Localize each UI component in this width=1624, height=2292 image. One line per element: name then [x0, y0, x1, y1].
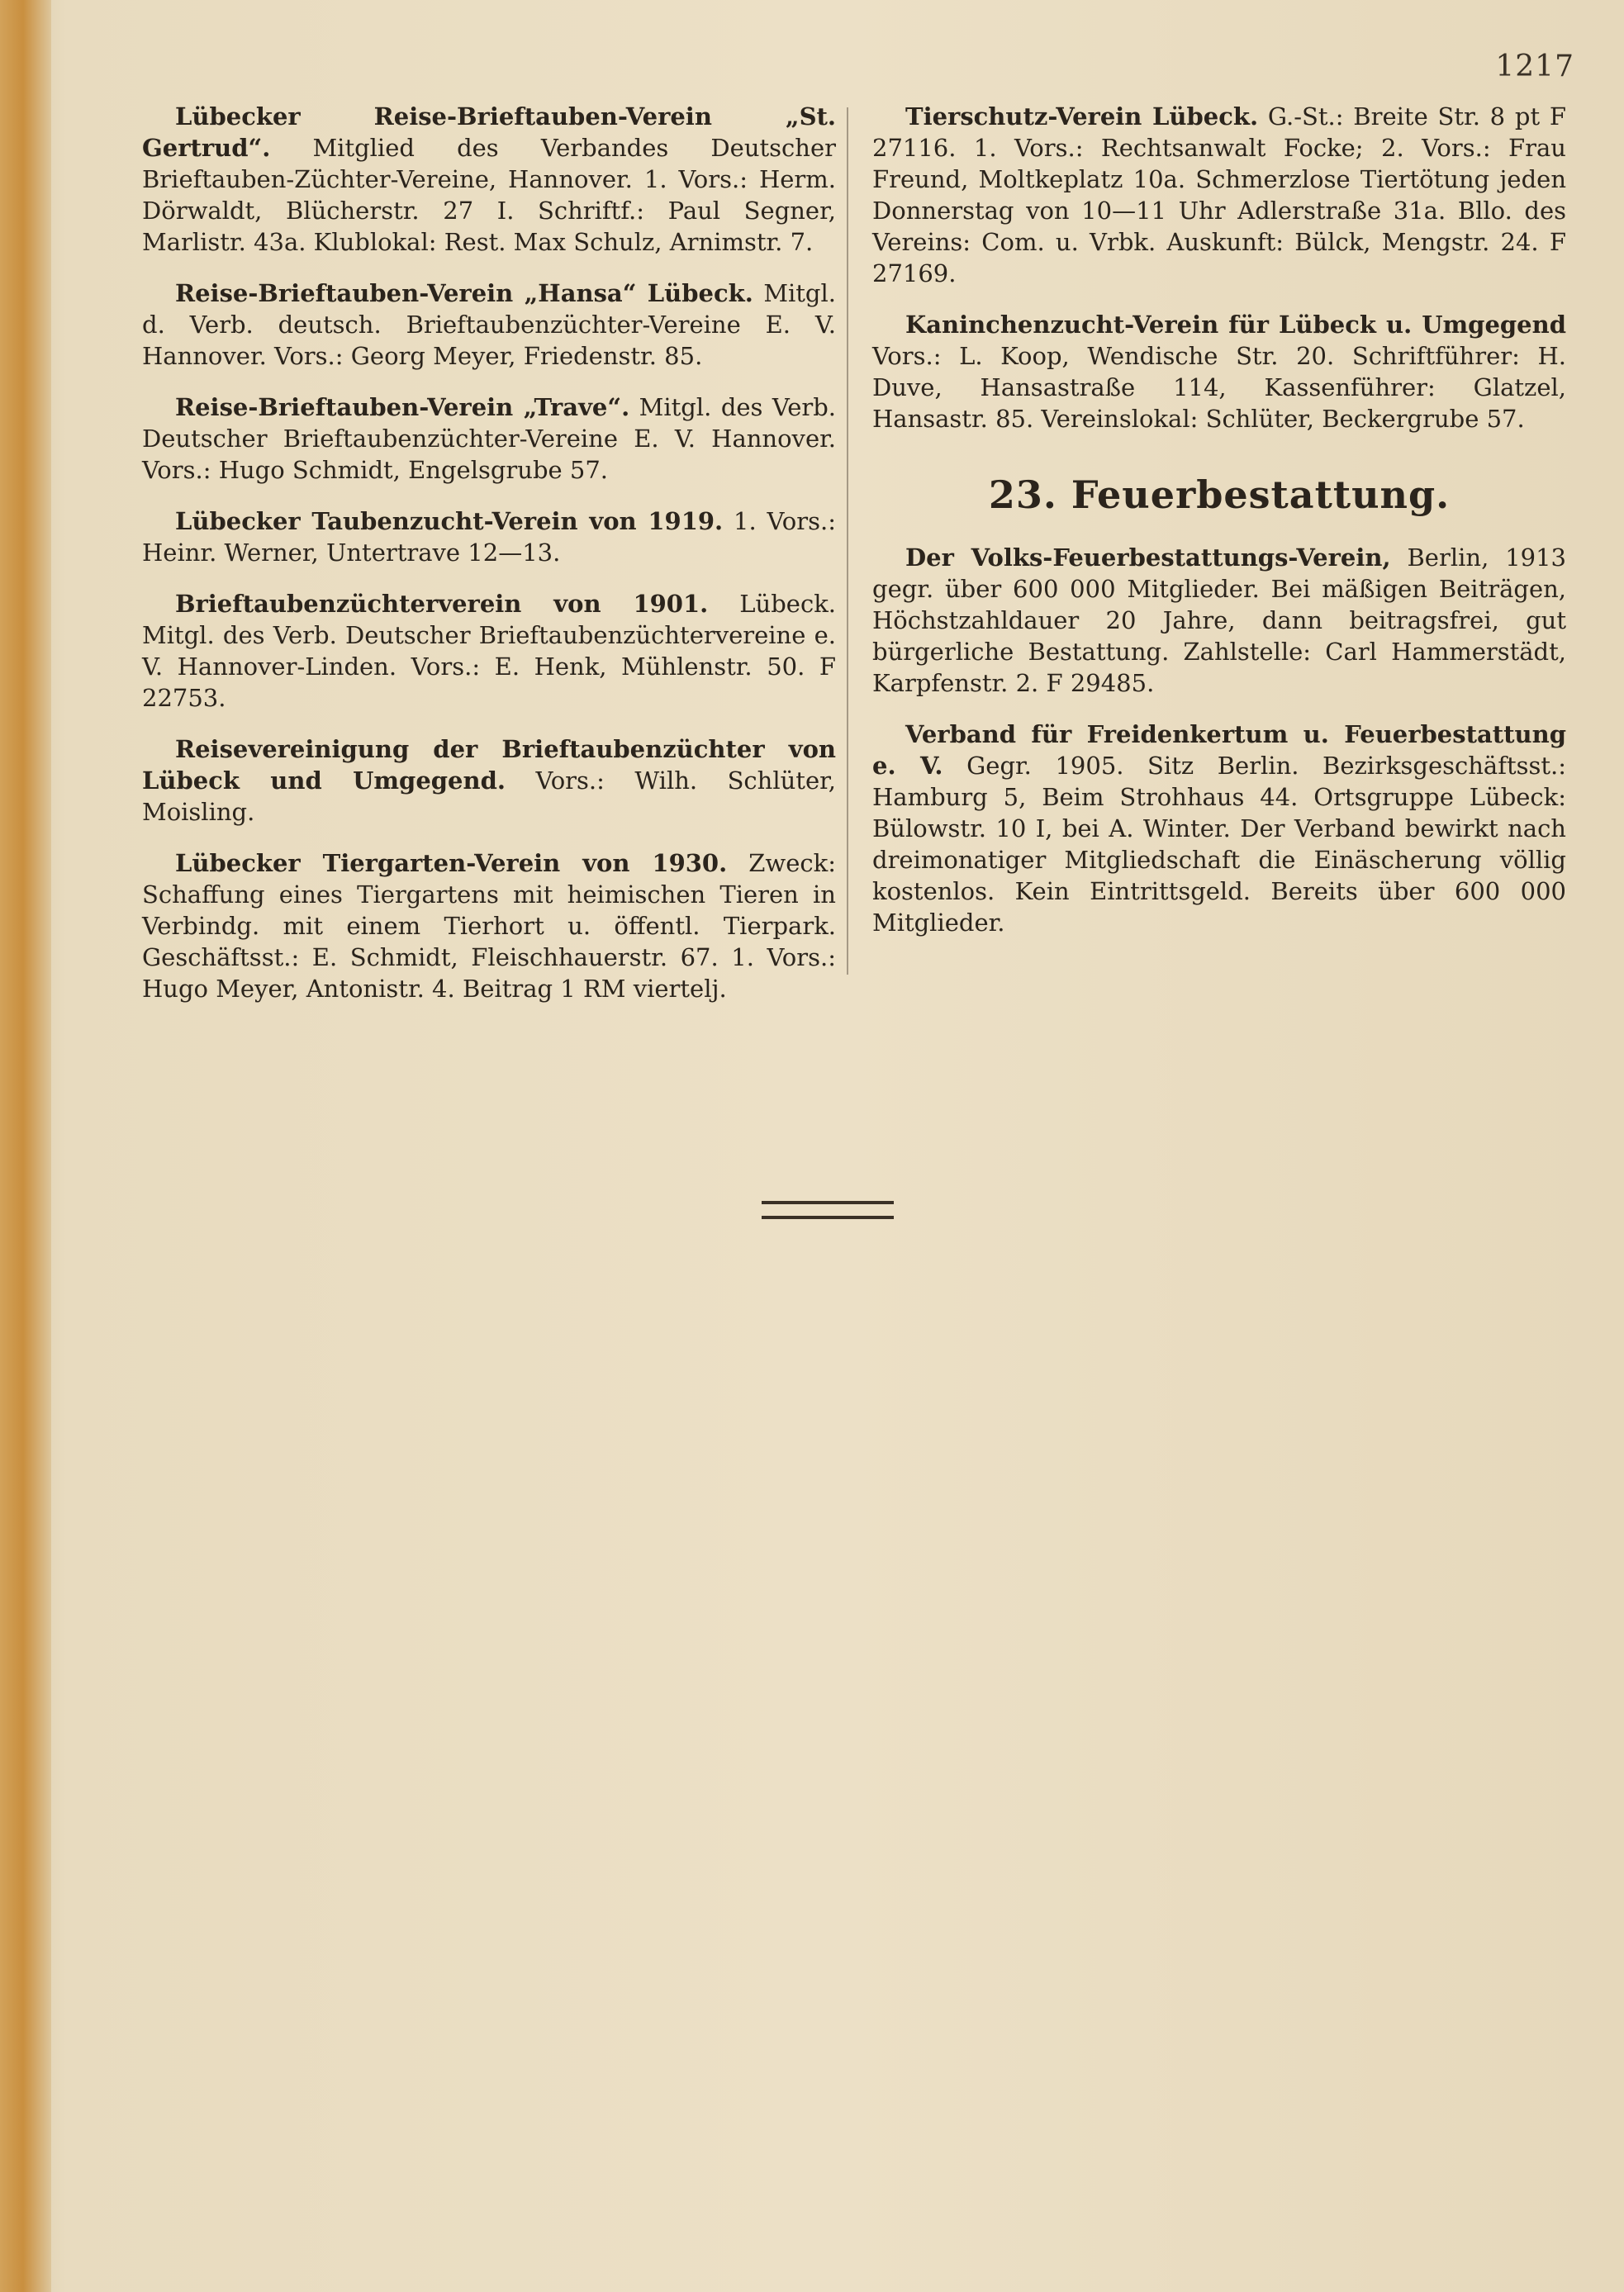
page-number: 1217	[1495, 50, 1574, 83]
entry-text: G.-St.: Breite Str. 8 pt F 27116. 1. Vors.: Rechtsanwalt Focke; 2. Vors.: Frau Freund, Moltkeplatz 10a. Schmerzlose Tiertötung jeden Donnerstag von 10—11 Uhr Adlerstraße 31a. Bllo. des Vereins: Com. u. Vrbk. Auskunft: Bülck, Mengstr. 24. F 27169.	[872, 102, 1567, 287]
entry-title: Lübecker Tiergarten-Verein von 1930.	[175, 849, 728, 877]
entry-title: Kaninchenzucht-Verein für Lübeck u. Umgegend	[905, 311, 1566, 339]
directory-entry	[142, 847, 836, 1004]
entry-text: Mitgl. d. Verb. deutsch. Brieftaubenzüchter-Vereine E. V. Hannover. Vors.: Georg Meyer, Friedenstr. 85.	[142, 279, 836, 370]
entry-text: Gegr. 1905. Sitz Berlin. Bezirksgeschäftsst.: Hamburg 5, Beim Strohhaus 44. Ortsgruppe Lübeck: Bülowstr. 10 I, bei A. Winter. Der Verband bewirkt nach dreimonatiger Mitgliedschaft die Einäscherung völlig kostenlos. Kein Eintrittsgeld. Bereits über 600 000 Mitglieder.	[872, 752, 1567, 937]
entry-text: Zweck: Schaffung eines Tiergartens mit heimischen Tieren in Verbindg. mit einem Tierhort u. öffentl. Tierpark. Geschäftsst.: E. Schmidt, Fleischhauerstr. 67. 1. Vors.: Hugo Meyer, Antonistr. 4. Beitrag 1 RM viertelj.	[142, 849, 837, 1003]
entry-title: Verband für Freidenkertum u. Feuerbestattung e. V.	[872, 720, 1566, 780]
directory-entry	[872, 101, 1566, 289]
directory-entry	[872, 719, 1566, 938]
directory-entry	[142, 588, 836, 714]
left-column	[142, 101, 836, 1024]
column-divider	[847, 107, 848, 975]
entry-title: Reisevereinigung der Brieftaubenzüchter von Lübeck und Umgegend.	[142, 735, 836, 795]
directory-entry	[142, 278, 836, 372]
entry-text: Vors.: Wilh. Schlüter, Moisling.	[142, 766, 837, 826]
section-heading: 23. Feuerbestattung.	[988, 472, 1451, 517]
directory-entry	[142, 505, 836, 568]
entry-text: 1. Vors.: Heinr. Werner, Untertrave 12—13.	[142, 507, 836, 567]
entry-text: Berlin, 1913 gegr. über 600 000 Mitglieder. Bei mäßigen Beiträgen, Höchstzahldauer 20 Jahre, dann beitragsfrei, gut bürgerliche Bestattung. Zahlstelle: Carl Hammerstädt, Karpfenstr. 2. F 29485.	[872, 543, 1567, 697]
directory-entry	[142, 733, 836, 828]
entry-text: Vors.: L. Koop, Wendische Str. 20. Schriftführer: H. Duve, Hansastraße 114, Kassenführer: Glatzel, Hansastr. 85. Vereinslokal: Schlüter, Beckergrube 57.	[872, 342, 1566, 433]
entry-title: Brieftaubenzüchterverein von 1901.	[175, 590, 709, 618]
entry-title: Reise-Brieftauben-Verein „Hansa“ Lübeck.	[175, 279, 753, 307]
entry-title: Lübecker Taubenzucht-Verein von 1919.	[175, 507, 724, 535]
end-rule	[762, 1201, 894, 1219]
entry-title: Der Volks-Feuerbestattungs-Verein,	[905, 543, 1391, 572]
directory-entry	[142, 101, 836, 258]
entry-title: Lübecker Reise-Brieftauben-Verein „St. Gertrud“.	[142, 102, 836, 162]
right-column	[872, 101, 1566, 958]
entry-title: Reise-Brieftauben-Verein „Trave“.	[175, 393, 630, 421]
entry-text: Lübeck. Mitgl. des Verb. Deutscher Brieftaubenzüchtervereine e. V. Hannover-Linden. Vors.: E. Henk, Mühlenstr. 50. F 22753.	[142, 590, 836, 712]
directory-entry	[142, 391, 836, 486]
entry-text: Mitglied des Verbandes Deutscher Brieftauben-Züchter-Vereine, Hannover. 1. Vors.: Herm. Dörwaldt, Blücherstr. 27 I. Schriftf.: Paul Segner, Marlistr. 43a. Klublokal: Rest. Max Schulz, Arnimstr. 7.	[142, 134, 836, 256]
entry-title: Tierschutz-Verein Lübeck.	[905, 102, 1259, 130]
directory-entry	[872, 542, 1566, 699]
page-binding-edge	[0, 0, 51, 2292]
directory-entry	[872, 309, 1566, 434]
entry-text: Mitgl. des Verb. Deutscher Brieftaubenzüchter-Vereine E. V. Hannover. Vors.: Hugo Schmidt, Engelsgrube 57.	[142, 393, 836, 484]
